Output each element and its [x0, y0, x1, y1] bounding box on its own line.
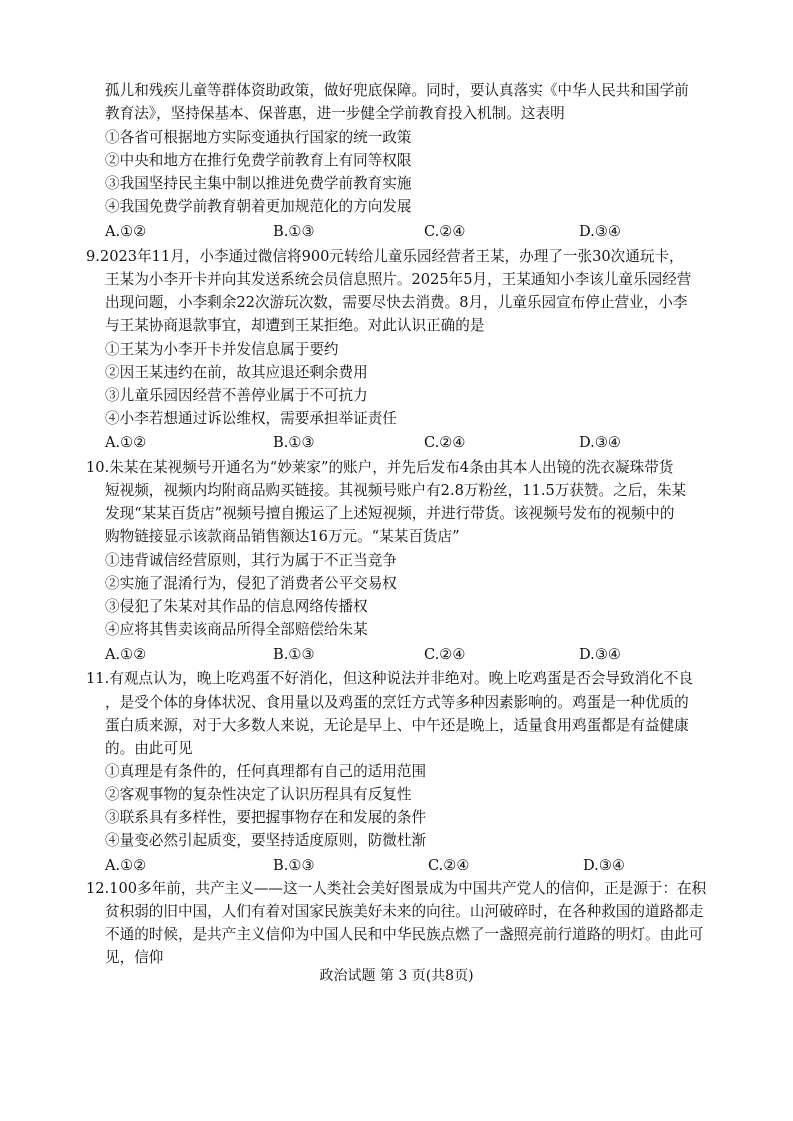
q10-stem-line-1: 10.朱某在某视频号开通名为“妙莱家”的账户，并先后发布4条由其本人出镜的洗衣凝珠带货 [86, 459, 674, 476]
q8-option-3: ③我国坚持民主集中制以推进免费学前教育实施 [105, 175, 412, 192]
q10-option-3: ③侵犯了朱某对其作品的信息网络传播权 [105, 598, 368, 615]
q8-stem-line-1: 孤儿和残疾儿童等群体资助政策，做好兜底保障。同时，要认真落实《中华人民共和国学前 [105, 82, 689, 99]
q9-option-4: ④小李若想通过诉讼维权，需要承担举证责任 [105, 410, 397, 427]
q11-stem-line-1: 11.有观点认为，晚上吃鸡蛋不好消化，但这种说法并非绝对。晚上吃鸡蛋是否会导致消化不良 [86, 670, 693, 687]
q11-choice-b: B.①③ [273, 857, 315, 874]
q9-stem-line-1: 9.2023年11月，小李通过微信将900元转给儿童乐园经营者王某，办理了一张30次通玩卡， [86, 248, 684, 265]
q9-option-2: ②因王某违约在前，故其应退还剩余费用 [105, 364, 368, 381]
q9-choice-a: A.①② [105, 434, 147, 451]
q10-choice-c: C.②④ [424, 646, 466, 663]
q12-stem-line-4: 见，信仰 [105, 949, 164, 966]
q9-choice-d: D.③④ [579, 434, 621, 451]
q10-option-2: ②实施了混淆行为，侵犯了消费者公平交易权 [105, 575, 397, 592]
q9-choice-b: B.①③ [273, 434, 315, 451]
q8-choice-d: D.③④ [579, 223, 621, 240]
q11-stem-line-4: 的。由此可见 [105, 740, 193, 757]
q10-stem-line-3: 发现“某某百货店”视频号擅自搬运了上述短视频，并进行带货。该视频号发布的视频中的 [105, 505, 675, 522]
q12-stem-line-3: 不通的时候，是共产主义信仰为中国人民和中华民族点燃了一盏照亮前行道路的明灯。由此可 [105, 926, 704, 943]
q12-stem-line-1: 12.100多年前，共产主义——这一人类社会美好图景成为中国共产党人的信仰，正是源于：在积 [86, 880, 707, 897]
q10-option-1: ①违背诚信经营原则，其行为属于不正当竞争 [105, 552, 397, 569]
q10-stem-line-2: 短视频，视频内均附商品购买链接。其视频号账户有2.8万粉丝，11.5万获赞。之后，朱某 [105, 482, 687, 499]
q9-stem-line-4: 与王某协商退款事宜，却遭到王某拒绝。对此认识正确的是 [105, 317, 485, 334]
q8-choice-b: B.①③ [273, 223, 315, 240]
q8-stem-line-2: 教育法》，坚持保基本、保普惠，进一步健全学前教育投入机制。这表明 [105, 105, 565, 122]
q8-option-4: ④我国免费学前教育朝着更加规范化的方向发展 [105, 198, 412, 215]
q11-option-1: ①真理是有条件的，任何真理都有自己的适用范围 [105, 763, 427, 780]
q11-choice-c: C.②④ [428, 857, 470, 874]
q11-option-2: ②客观事物的复杂性决定了认识历程具有反复性 [105, 786, 412, 803]
q10-choice-d: D.③④ [579, 646, 621, 663]
q11-option-4: ④量变必然引起质变，要坚持适度原则，防微杜渐 [105, 832, 427, 849]
q11-choice-a: A.①② [105, 857, 147, 874]
q9-option-1: ①王某为小李开卡并发信息属于要约 [105, 341, 339, 358]
q11-stem-line-2: ，是受个体的身体状况、食用量以及鸡蛋的烹饪方式等多种因素影响的。鸡蛋是一种优质的 [105, 694, 689, 711]
q8-option-1: ①各省可根据地方实际变通执行国家的统一政策 [105, 129, 412, 146]
page-footer: 政治试题 第 3 页(共8页) [319, 968, 474, 984]
q10-choice-a: A.①② [105, 646, 147, 663]
q12-stem-line-2: 贫积弱的旧中国，人们有着对国家民族美好未来的向往。山河破碎时，在各种救国的道路都走 [105, 903, 704, 920]
q10-choice-b: B.①③ [273, 646, 315, 663]
q8-choice-a: A.①② [105, 223, 147, 240]
q10-option-4: ④应将其售卖该商品所得全部赔偿给朱某 [105, 621, 368, 638]
q9-stem-line-2: 王某为小李开卡并向其发送系统会员信息照片。2025年5月，王某通知小李该儿童乐园经营 [105, 271, 692, 288]
q8-option-2: ②中央和地方在推行免费学前教育上有同等权限 [105, 152, 412, 169]
q8-choice-c: C.②④ [424, 223, 466, 240]
q9-option-3: ③儿童乐园因经营不善停业属于不可抗力 [105, 387, 368, 404]
q11-choice-d: D.③④ [583, 857, 625, 874]
q11-option-3: ③联系具有多样性，要把握事物存在和发展的条件 [105, 809, 427, 826]
q9-stem-line-3: 出现问题，小李剩余22次游玩次数，需要尽快去消费。8月，儿童乐园宣布停止营业，小李 [105, 294, 688, 311]
q10-stem-line-4: 购物链接显示该款商品销售额达16万元。“某某百货店” [105, 528, 460, 545]
q11-stem-line-3: 蛋白质来源，对于大多数人来说，无论是早上、中午还是晚上，适量食用鸡蛋都是有益健康 [105, 717, 689, 734]
q9-choice-c: C.②④ [424, 434, 466, 451]
